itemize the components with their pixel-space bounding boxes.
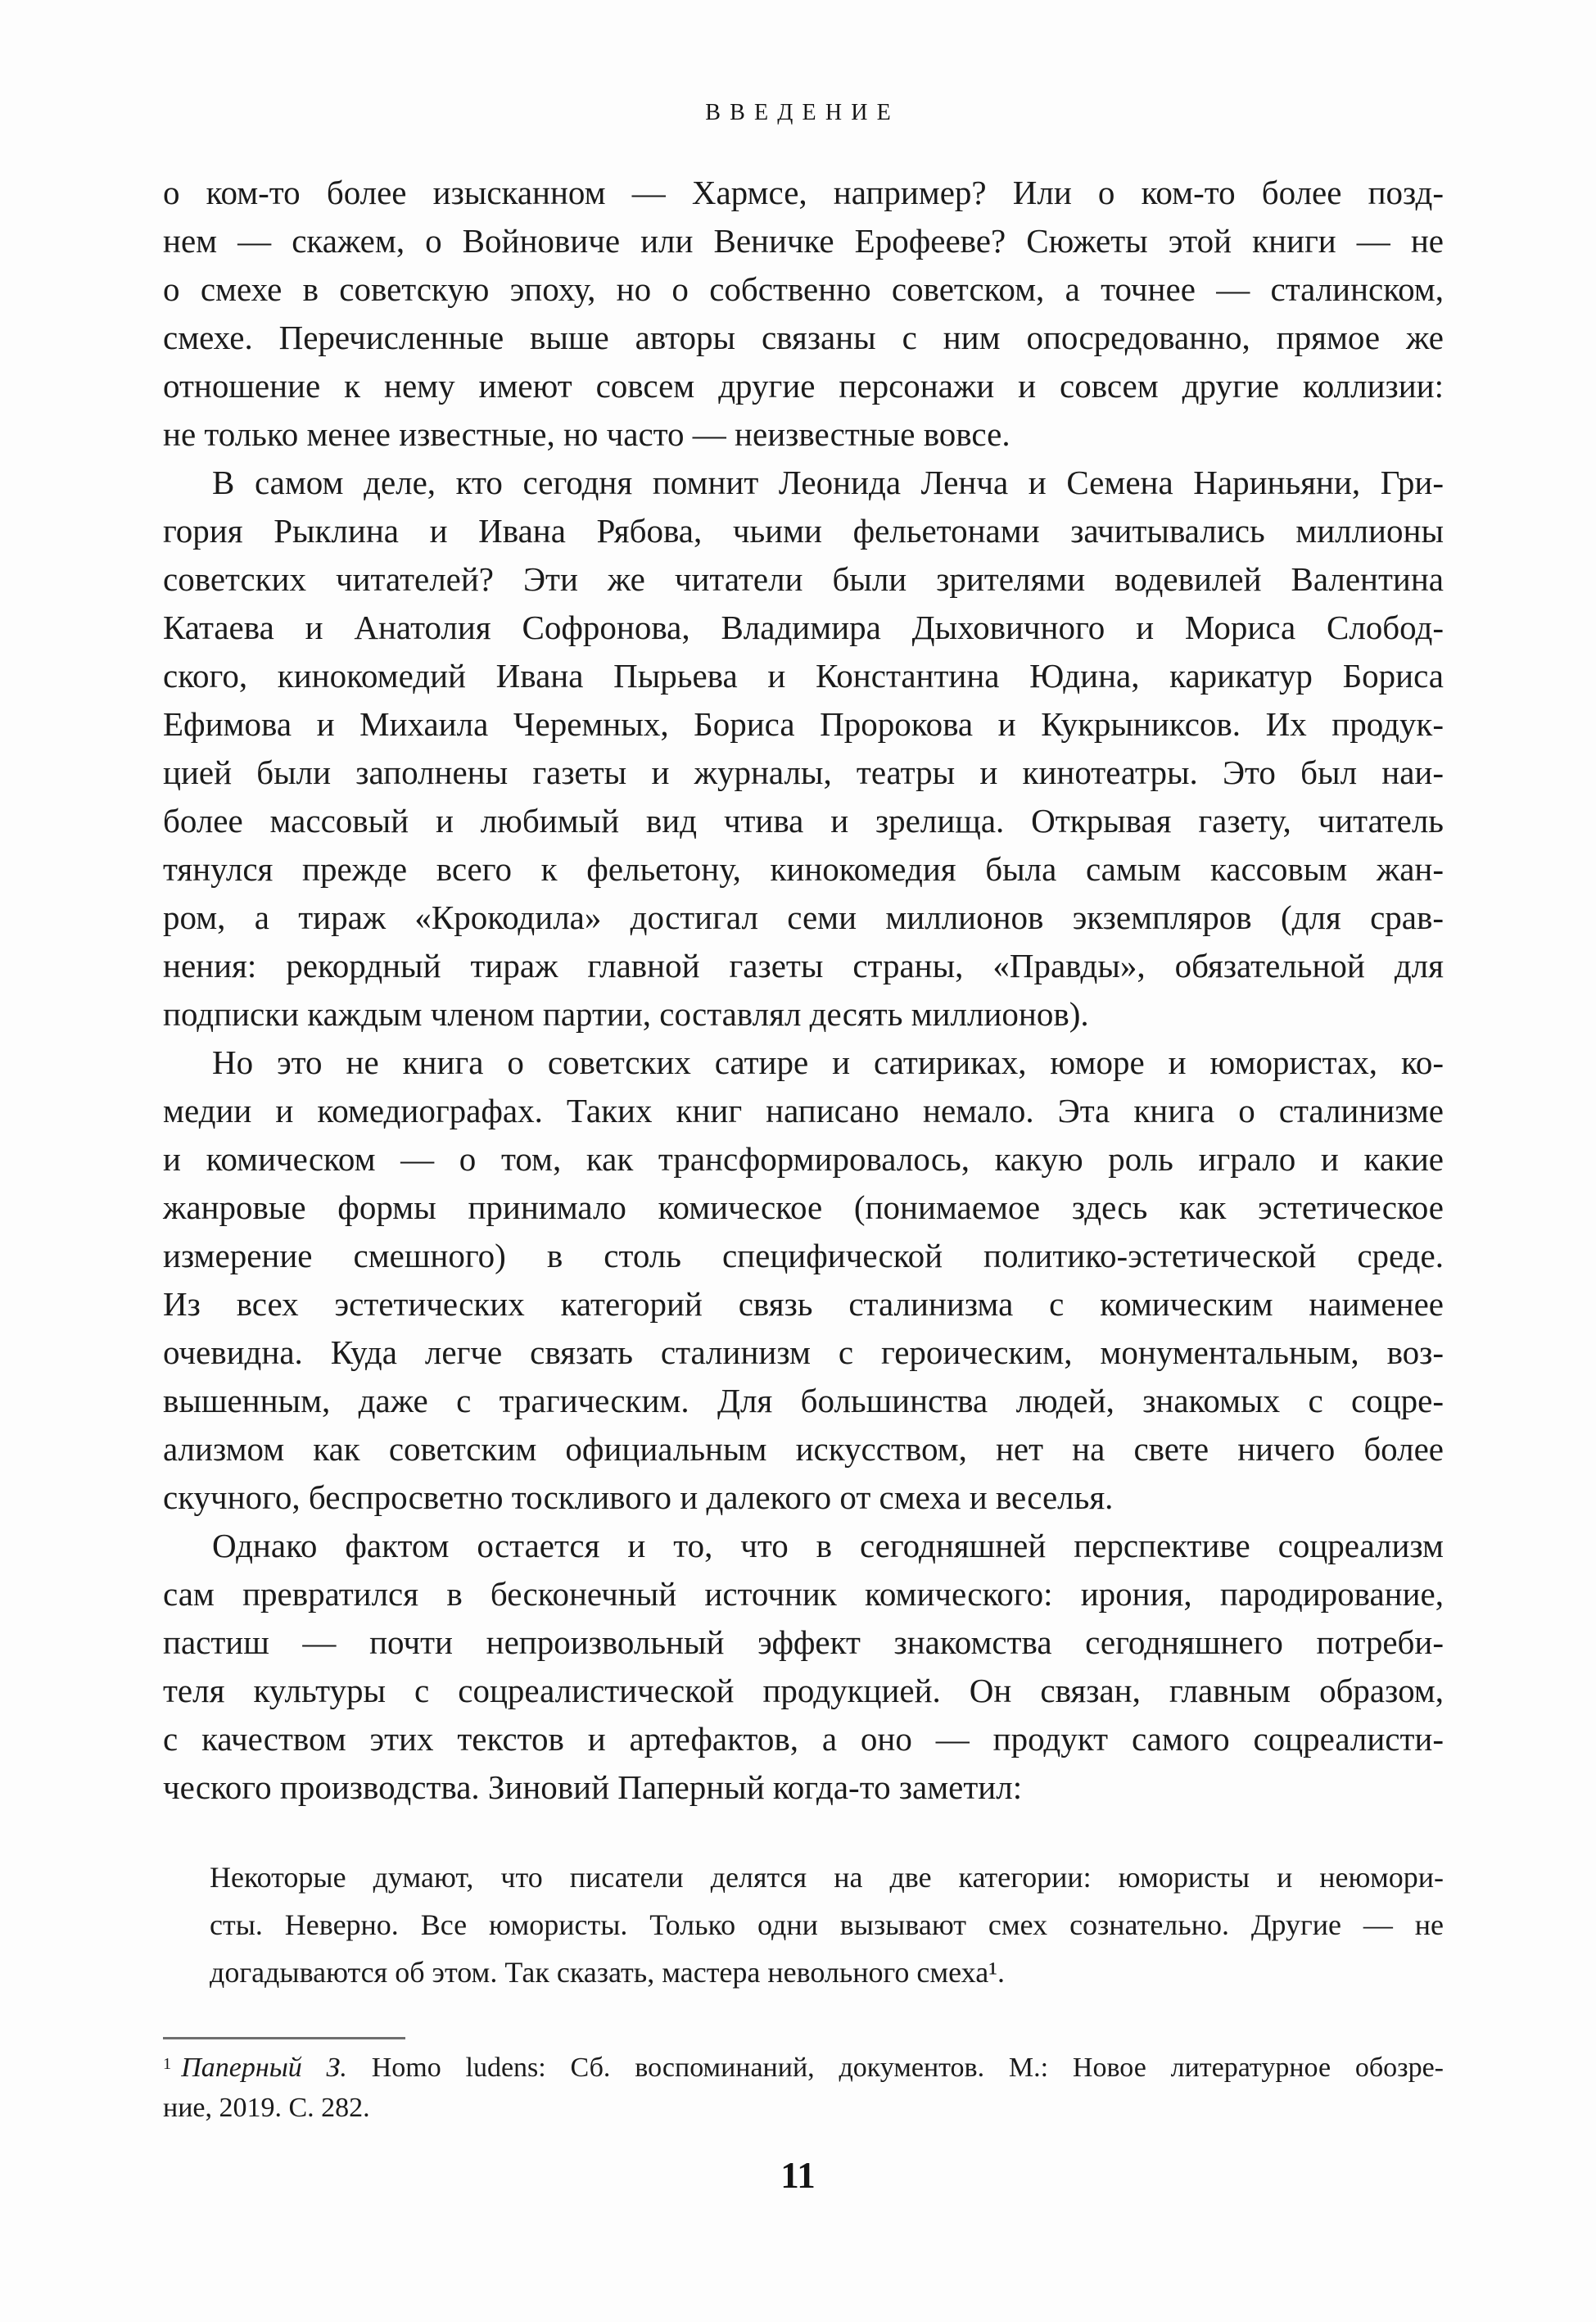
- text-line: В самом деле, кто сегодня помнит Леонида Ленча и Семена Нариньяни, Гри-: [212, 464, 1444, 501]
- text-line: ализмом как советским официальным искусством, нет на свете ничего более: [163, 1430, 1444, 1468]
- footnote-line2: ние, 2019. С. 282.: [163, 2093, 370, 2123]
- text-line: медии и комедиографах. Таких книг написано немало. Эта книга о сталинизме: [163, 1092, 1444, 1129]
- text-line: тянулся прежде всего к фельетону, кинокомедия была самым кассовым жан-: [163, 850, 1444, 888]
- text-line: с качеством этих текстов и артефактов, а оно — продукт самого соцреалисти-: [163, 1720, 1444, 1758]
- text-line: более массовый и любимый вид чтива и зрелища. Открывая газету, читатель: [163, 802, 1444, 840]
- text-line: очевидна. Куда легче связать сталинизм с героическим, монументальным, воз-: [163, 1333, 1444, 1371]
- text-line: Из всех эстетических категорий связь сталинизма с комическим наименее: [163, 1285, 1444, 1323]
- text-line: Но это не книга о советских сатире и сатириках, юморе и юмористах, ко-: [212, 1043, 1444, 1081]
- text-line: о ком-то более изысканном — Хармсе, например? Или о ком-то более позд-: [163, 174, 1444, 211]
- text-line: смехе. Перечисленные выше авторы связаны с ним опосредованно, прямое же: [163, 319, 1444, 356]
- text-line: о смехе в советскую эпоху, но о собственно советском, а точнее — сталинском,: [163, 270, 1444, 308]
- text-line: не только менее известные, но часто — неизвестные вовсе.: [163, 415, 1010, 453]
- text-line: нем — скажем, о Войновиче или Веничке Ерофееве? Сюжеты этой книги — не: [163, 222, 1444, 260]
- footnote-source-text: Homo ludens: Сб. воспоминаний, документов. М.: Новое литературное обозре-: [346, 2053, 1444, 2083]
- footnote-author: Паперный З.: [181, 2053, 347, 2083]
- footnote: [163, 2048, 1444, 2128]
- text-line: Катаева и Анатолия Софронова, Владимира Дыховичного и Мориса Слобод-: [163, 609, 1444, 646]
- paragraphs: [163, 169, 1444, 1812]
- quote-line: догадываются об этом. Так сказать, мастера невольного смеха¹.: [210, 1956, 1005, 1989]
- text-block: [163, 169, 1444, 2128]
- text-line: цией были заполнены газеты и журналы, театры и кинотеатры. Это был наи-: [163, 754, 1444, 791]
- text-line: ческого производства. Зиновий Паперный когда-то заметил:: [163, 1768, 1023, 1806]
- text-line: скучного, беспросветно тоскливого и далекого от смеха и веселья.: [163, 1478, 1114, 1516]
- text-line: советских читателей? Эти же читатели были зрителями водевилей Валентина: [163, 560, 1444, 598]
- text-line: вышенным, даже с трагическим. Для большинства людей, знакомых с соцре-: [163, 1382, 1444, 1419]
- quote-line: сты. Неверно. Все юмористы. Только одни вызывают смех сознательно. Другие — не: [210, 1908, 1444, 1941]
- running-head: ВВЕДЕНИЕ: [705, 100, 900, 125]
- text-line: подписки каждым членом партии, составлял десять миллионов).: [163, 995, 1089, 1033]
- text-line: пастиш — почти непроизвольный эффект знакомства сегодняшнего потреби-: [163, 1623, 1444, 1661]
- text-line: отношение к нему имеют совсем другие персонажи и совсем другие коллизии:: [163, 367, 1444, 405]
- text-line: гория Рыклина и Ивана Рябова, чьими фельетонами зачитывались миллионы: [163, 512, 1444, 550]
- blockquote: [210, 1854, 1444, 1996]
- text-line: Однако фактом остается и то, что в сегодняшней перспективе соцреализм: [212, 1527, 1444, 1564]
- text-line: ского, кинокомедий Ивана Пырьева и Константина Юдина, карикатур Бориса: [163, 657, 1444, 695]
- footnote-separator: [163, 2037, 405, 2039]
- quote-line: Некоторые думают, что писатели делятся на две категории: юмористы и неюмори-: [210, 1861, 1444, 1894]
- text-line: жанровые формы принимало комическое (понимаемое здесь как эстетическое: [163, 1188, 1444, 1226]
- text-line: нения: рекордный тираж главной газеты страны, «Правды», обязательной для: [163, 947, 1444, 984]
- text-line: теля культуры с соцреалистической продукцией. Он связан, главным образом,: [163, 1672, 1444, 1709]
- text-line: сам превратился в бесконечный источник комического: ирония, пародирование,: [163, 1575, 1444, 1613]
- footnote-line1: [163, 2048, 1444, 2088]
- text-line: измерение смешного) в столь специфической политико-эстетической среде.: [163, 1237, 1444, 1274]
- text-line: Ефимова и Михаила Черемных, Бориса Пророкова и Кукрыниксов. Их продук-: [163, 705, 1444, 743]
- text-line: и комическом — о том, как трансформировалось, какую роль играло и какие: [163, 1140, 1444, 1178]
- text-line: ром, а тираж «Крокодила» достигал семи миллионов экземпляров (для срав-: [163, 898, 1444, 936]
- footnote-marker: 1: [163, 2054, 172, 2073]
- page-number: 11: [780, 2155, 816, 2196]
